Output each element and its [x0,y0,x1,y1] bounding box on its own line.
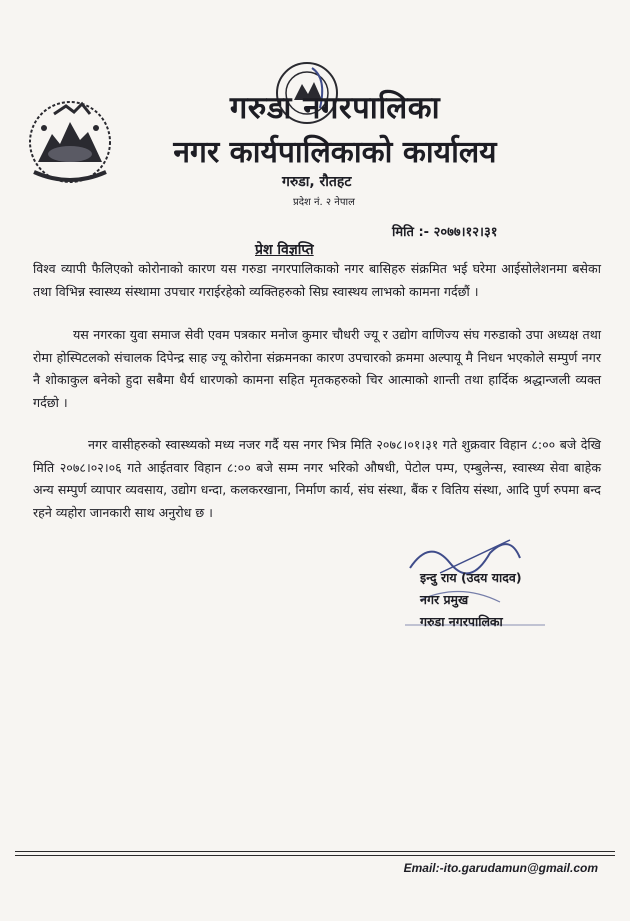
footer-divider-secondary [15,855,615,856]
office-address: गरुडा, रौतहट [282,174,352,190]
document-title: प्रेश विज्ञप्ति [255,242,314,258]
paragraph-3: नगर वासीहरुको स्वास्थ्यको मध्य नजर गर्दै यस नगर भित्र मिति २०७८।०१।३१ गते शुक्रवार विहान ८:०० बजे देखि मिति २०७८।०२।०६ गते आईतवार विहान ८:०० बजे सम्म नगर भरिको औषधी, पेटोल पम्प, एम्बुलेन्स, स्वास्थ्य सेवा बाहेक अन्य सम्पुर्ण व्यापार व्यवसाय, उद्योग धन्दा, कलकरखाना, निर्माण कार्य, संघ संस्था, बैंक र वितिय संस्था, आदि पुर्ण रुपमा बन्द रहने व्यहोरा जानकारी साथ अनुरोध छ । [33,437,601,520]
province-line: प्रदेश नं. २ नेपाल [293,197,355,208]
footer-email: Email:-ito.garudamun@gmail.com [403,861,598,875]
signer-name: इन्दु राय (उदय यादव) [420,570,522,585]
signer-organization: गरुडा नगरपालिका [420,614,503,629]
document-date: मिति :- २०७७।१२।३१ [392,225,498,240]
paragraph-1: विश्व व्यापी फैलिएको कोरोनाको कारण यस गरुडा नगरपालिकाको नगर बासिहरु संक्रमित भई घरेमा आईसोलेशनमा बसेका तथा विभिन्न स्वास्थ्य संस्थामा उपचार गराईरहेको व्यक्तिहरुको सिघ्र स्वास्थय लाभको कामना गर्दछौं । [33,261,601,299]
footer-divider [15,851,615,852]
paragraph-2: यस नगरका युवा समाज सेवी एवम पत्रकार मनोज कुमार चौधरी ज्यू र उद्योग वाणिज्य संघ गरुडाको उपा अध्यक्ष तथा रोमा होस्पिटलको संचालक दिपेन्द्र साह ज्यू कोरोना संक्रमनका कारण उपचारको क्रममा अल्पायू मै निधन भएकोले सम्पुर्ण नगर नै शोकाकुल बनेको हुदा सबैमा धैर्य धारणको कामना सहित मृतकहरुको चिर आत्माको शान्ती तथा हार्दिक श्रद्धान्जली व्यक्त गर्दछो । [33,327,601,410]
signer-position: नगर प्रमुख [420,592,469,607]
office-name: नगर कार्यपालिकाको कार्यालय [173,135,497,170]
municipality-name: गरुडा नगरपालिका [229,90,441,126]
